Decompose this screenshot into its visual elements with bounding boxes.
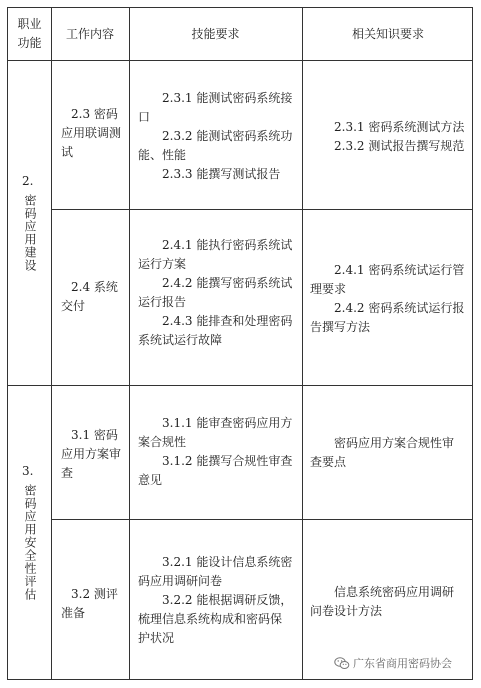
section-divider	[8, 385, 472, 386]
work-content-text: 2.3 密码	[71, 107, 118, 121]
skill-text: 2.4.2 能撰写密码系统试	[162, 276, 293, 290]
skill-text: 3.2.1 能设计信息系统密	[162, 555, 293, 569]
skill-text: 3.1.1 能审查密码应用方	[162, 416, 293, 430]
watermark	[334, 655, 452, 671]
knowledge-cell	[310, 118, 472, 156]
row-divider	[51, 519, 472, 520]
skill-text: 2.4.3 能排查和处理密码	[162, 314, 293, 328]
work-content-cell	[61, 278, 127, 316]
header-label: 功能	[17, 36, 42, 50]
requirements-table	[7, 7, 473, 680]
skills-cell	[138, 89, 298, 184]
skill-text: 梳理信息系统构成和密码保	[138, 612, 283, 626]
work-content-text: 3.1 密码	[71, 428, 118, 442]
knowledge-text: 问卷设计方法	[310, 604, 383, 618]
header-label: 职业	[17, 17, 42, 31]
skill-text: 码应用调研问卷	[138, 574, 223, 588]
section-name: 密码应用安全性评估	[23, 484, 37, 601]
knowledge-text: 告撰写方法	[310, 320, 371, 334]
skill-text: 运行报告	[138, 295, 187, 309]
skill-text: 2.4.1 能执行密码系统试	[162, 238, 293, 252]
skills-cell	[138, 414, 298, 490]
knowledge-cell	[310, 434, 472, 472]
skill-text: 能、性能	[138, 148, 187, 162]
work-content-text: 试	[61, 145, 74, 159]
column-divider	[129, 8, 130, 679]
work-content-cell	[61, 426, 127, 483]
row-divider	[51, 209, 472, 210]
skill-text: 2.3.3 能撰写测试报告	[162, 167, 281, 181]
work-content-text: 2.4 系统	[71, 280, 118, 294]
section-number: 2.	[22, 174, 34, 188]
knowledge-text: 2.3.2 测试报告撰写规范	[334, 139, 465, 153]
knowledge-text: 2.3.1 密码系统测试方法	[334, 120, 465, 134]
column-divider	[51, 8, 52, 679]
section-number: 3.	[22, 464, 34, 478]
skill-text: 2.3.2 能测试密码系统功	[162, 129, 293, 143]
knowledge-text: 理要求	[310, 282, 347, 296]
work-content-text: 应用联调测	[61, 126, 122, 140]
work-content-text: 准备	[61, 606, 86, 620]
column-divider	[302, 8, 303, 679]
skill-text: 口	[138, 110, 151, 124]
header-work-content: 工作内容	[65, 26, 114, 41]
header-skill-requirements: 技能要求	[191, 26, 240, 41]
header-divider	[8, 60, 472, 61]
wechat-icon	[334, 657, 350, 670]
knowledge-cell	[310, 261, 472, 337]
watermark-text: 广东省商用密码协会	[353, 657, 452, 670]
skill-text: 意见	[138, 473, 163, 487]
knowledge-text: 查要点	[310, 455, 347, 469]
knowledge-text: 2.4.1 密码系统试运行管	[334, 263, 465, 277]
skill-text: 2.3.1 能测试密码系统接	[162, 91, 293, 105]
skill-text: 案合规性	[138, 435, 187, 449]
skill-text: 系统试运行故障	[138, 333, 223, 347]
skills-cell	[138, 553, 298, 648]
knowledge-text: 密码应用方案合规性审	[334, 436, 455, 450]
work-content-cell	[61, 105, 127, 162]
knowledge-cell	[310, 583, 472, 621]
skills-cell	[138, 236, 298, 350]
header-knowledge-requirements: 相关知识要求	[351, 26, 424, 41]
knowledge-text: 信息系统密码应用调研	[334, 585, 455, 599]
work-content-text: 交付	[61, 299, 86, 313]
section-name: 密码应用建设	[23, 194, 37, 272]
skill-text: 护状况	[138, 631, 175, 645]
skill-text: 运行方案	[138, 257, 187, 271]
skill-text: 3.1.2 能撰写合规性审查	[162, 454, 293, 468]
knowledge-text: 2.4.2 密码系统试运行报	[334, 301, 465, 315]
work-content-text: 应用方案审	[61, 447, 122, 461]
skill-text: 3.2.2 能根据调研反馈，	[162, 593, 293, 607]
work-content-cell	[61, 585, 127, 623]
work-content-text: 查	[61, 466, 74, 480]
header-occupation-function	[8, 8, 51, 60]
work-content-text: 3.2 测评	[71, 587, 118, 601]
